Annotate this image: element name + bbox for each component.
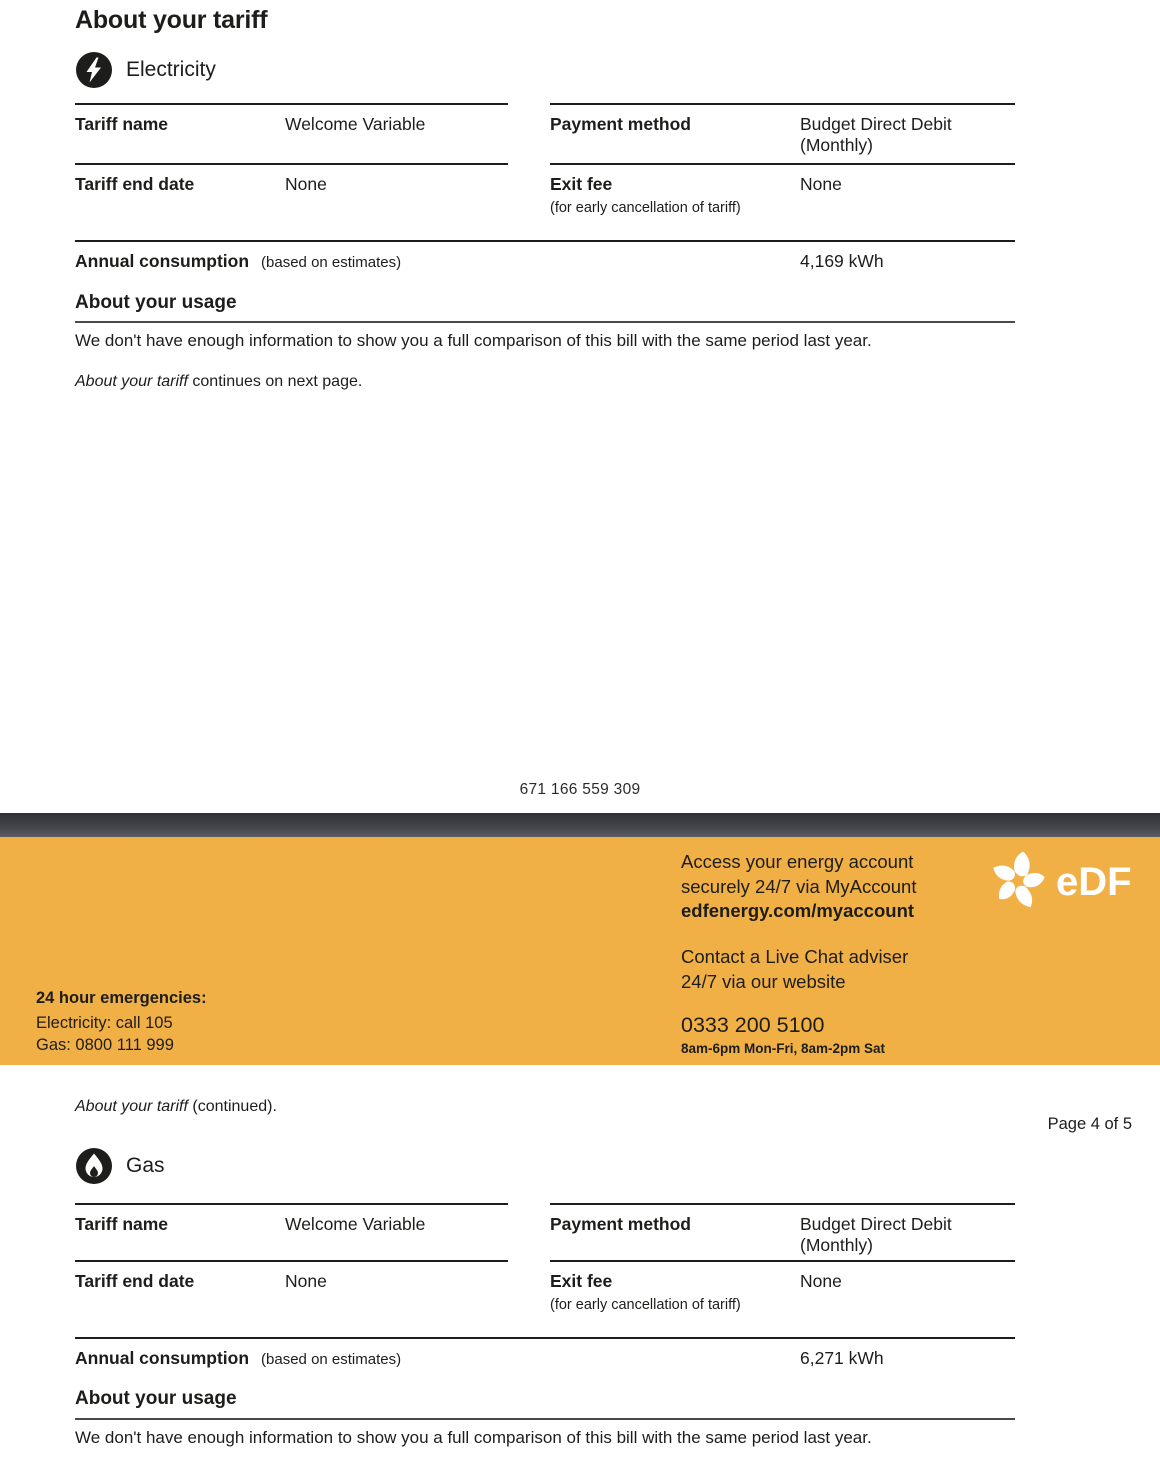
table-row-annual-consumption: [75, 1337, 1015, 1389]
row-value: Budget Direct Debit (Monthly): [800, 1214, 952, 1255]
row-value: None: [800, 1271, 842, 1291]
continued-note: About your tariff (continued).: [75, 1098, 277, 1115]
usage-heading: About your usage: [75, 1388, 237, 1409]
electricity-tariff-table: [75, 103, 1015, 239]
access-line: securely 24/7 via MyAccount: [681, 875, 917, 897]
row-sublabel: (for early cancellation of tariff): [550, 1297, 741, 1313]
phone-number: 0333 200 5100: [681, 1013, 825, 1037]
table-row-tariff-name: [75, 1203, 508, 1260]
page-title: About your tariff: [75, 6, 268, 34]
row-value: 4,169 kWh: [800, 251, 884, 271]
fuel-header-electricity: [75, 51, 216, 89]
table-row-annual-consumption: [75, 240, 1015, 292]
row-label: Tariff end date: [75, 174, 195, 194]
row-value: None: [800, 174, 842, 194]
gas-flame-icon: [75, 1147, 113, 1185]
fuel-header-gas: [75, 1147, 165, 1185]
usage-text: We don't have enough information to show you a full comparison of this bill with the same period last year.: [75, 1428, 872, 1447]
row-label: Annual consumption: [75, 251, 250, 271]
edf-swirl-icon: [991, 850, 1046, 910]
row-value: None: [285, 174, 327, 194]
livechat-info: [681, 945, 908, 994]
row-value: 6,271 kWh: [800, 1348, 884, 1368]
table-row-payment-method: [550, 1203, 1015, 1260]
row-value: Budget Direct Debit (Monthly): [800, 114, 952, 155]
emergencies-block: [36, 987, 207, 1056]
table-row-exit-fee: [550, 1260, 1015, 1337]
divider-bar: [0, 813, 1160, 837]
row-value: None: [285, 1271, 327, 1291]
myaccount-url: edfenergy.com/myaccount: [681, 900, 915, 921]
row-note: (based on estimates): [261, 254, 402, 271]
table-row-payment-method: [550, 103, 1015, 163]
emergency-electricity: Electricity: call 105: [36, 1014, 173, 1032]
contact-banner: [0, 837, 1160, 1065]
phone-hours: 8am-6pm Mon-Fri, 8am-2pm Sat: [681, 1041, 886, 1056]
continues-note: About your tariff continues on next page.: [75, 373, 363, 390]
divider: [75, 321, 1015, 323]
row-label: Exit fee (for early cancellation of tariff): [550, 174, 800, 217]
row-note: (based on estimates): [261, 1351, 402, 1368]
row-label: Tariff name: [75, 114, 169, 134]
contact-line: 24/7 via our website: [681, 970, 846, 992]
divider: [75, 1418, 1015, 1420]
reference-number: 671 166 559 309: [519, 781, 641, 798]
fuel-label: Gas: [126, 1154, 165, 1177]
table-row-tariff-end-date: [75, 163, 508, 239]
row-label: Exit fee (for early cancellation of tariff): [550, 1271, 800, 1314]
edf-logo: [982, 845, 1140, 922]
row-label: Tariff end date: [75, 1271, 195, 1291]
row-label: Annual consumption: [75, 1348, 250, 1368]
usage-heading: About your usage: [75, 292, 237, 313]
row-value: Welcome Variable: [285, 114, 426, 134]
table-row-tariff-end-date: [75, 1260, 508, 1337]
electricity-icon: [75, 51, 113, 89]
emergencies-heading: 24 hour emergencies:: [36, 989, 207, 1007]
row-label: Tariff name: [75, 1214, 169, 1234]
row-label: Payment method: [550, 114, 691, 134]
contact-line: Contact a Live Chat adviser: [681, 946, 909, 967]
emergency-gas: Gas: 0800 111 999: [36, 1036, 174, 1054]
usage-text: We don't have enough information to show you a full comparison of this bill with the same period last year.: [75, 331, 872, 350]
edf-logo-text: eDF: [1056, 860, 1132, 904]
access-line: Access your energy account: [681, 851, 914, 872]
myaccount-info: [681, 850, 916, 924]
table-row-tariff-name: [75, 103, 508, 163]
row-sublabel: (for early cancellation of tariff): [550, 200, 741, 216]
table-row-exit-fee: [550, 163, 1015, 239]
tariff-section-gas: [0, 1065, 1160, 1462]
page-indicator: Page 4 of 5: [1047, 1115, 1132, 1133]
fuel-label: Electricity: [126, 58, 216, 81]
gas-tariff-table: [75, 1203, 1015, 1337]
row-label: Payment method: [550, 1214, 691, 1234]
row-value: Welcome Variable: [285, 1214, 426, 1234]
